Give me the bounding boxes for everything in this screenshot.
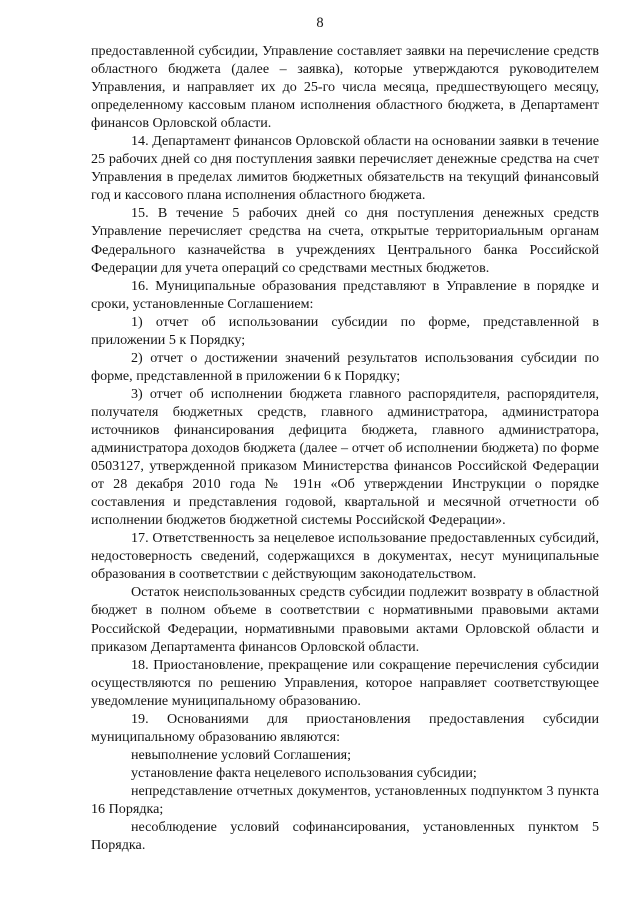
paragraph-clause-19-reason-3: непредставление отчетных документов, установленных подпунктом 3 пункта 16 Порядка;	[91, 782, 599, 817]
paragraph-clause-16-item-2: 2) отчет о достижении значений результатов использования субсидии по форме, представленной в приложении 6 к Порядку;	[91, 349, 599, 384]
paragraph-clause-17-remainder: Остаток неиспользованных средств субсидии подлежит возврату в областной бюджет в полном объеме в соответствии с нормативными правовыми актами Российской Федерации, нормативными правовыми актами Орловской области и приказом Департамента финансов Орловской области.	[91, 584, 599, 655]
paragraph-clause-19-reason-2: установление факта нецелевого использования субсидии;	[131, 764, 477, 781]
paragraph-clause-19: 19. Основаниями для приостановления предоставления субсидии муниципальному образованию являются:	[91, 710, 599, 745]
document-body	[91, 42, 599, 854]
paragraph-clause-16: 16. Муниципальные образования представляют в Управление в порядке и сроки, установленные Соглашением:	[91, 277, 599, 312]
paragraph-clause-16-item-3: 3) отчет об исполнении бюджета главного распорядителя, распорядителя, получателя бюджетных средств, главного администратора, администратора источников финансирования дефицита бюджета, главного администратора, администратора доходов бюджета (далее – отчет об исполнении бюджета) по форме 0503127, утвержденной приказом Министерства финансов Российской Федерации от 28 декабря 2010 года № 191н «Об утверждении Инструкции о порядке составления и представления годовой, квартальной и месячной отчетности об исполнении бюджетов бюджетной системы Российской Федерации».	[91, 385, 599, 529]
paragraph-clause-17: 17. Ответственность за нецелевое использование предоставленных субсидий, недостоверность сведений, содержащихся в документах, несут муниципальные образования в соответствии с действующим законодательством.	[91, 530, 599, 583]
paragraph-clause-16-item-1: 1) отчет об использовании субсидии по форме, представленной в приложении 5 к Порядку;	[91, 313, 599, 348]
paragraph-clause-14: 14. Департамент финансов Орловской области на основании заявки в течение 25 рабочих дней со дня поступления заявки перечисляет денежные средства на счет Управления в пределах лимитов бюджетных обязательств на текущий финансовый год и кассового плана исполнения областного бюджета.	[91, 133, 599, 204]
paragraph-continuation: предоставленной субсидии, Управление составляет заявки на перечисление средств областного бюджета (далее – заявка), которые утверждаются руководителем Управления, и направляет их до 25-го числа месяца, предшествующего месяцу, определенному кассовым планом исполнения областного бюджета, в Департамент финансов Орловской области.	[91, 43, 599, 132]
page-number: 8	[316, 15, 324, 31]
paragraph-clause-19-reason-4: несоблюдение условий софинансирования, установленных пунктом 5 Порядка.	[91, 819, 599, 854]
paragraph-clause-19-reason-1: невыполнение условий Соглашения;	[131, 746, 352, 763]
paragraph-clause-15: 15. В течение 5 рабочих дней со дня поступления денежных средств Управление перечисляет средства на счета, открытые территориальным органам Федерального казначейства в учреждениях Центрального банка Российской Федерации для учета операций со средствами местных бюджетов.	[91, 205, 599, 276]
paragraph-clause-18: 18. Приостановление, прекращение или сокращение перечисления субсидии осуществляются по решению Управления, которое направляет соответствующее уведомление муниципальному образованию.	[91, 656, 599, 709]
